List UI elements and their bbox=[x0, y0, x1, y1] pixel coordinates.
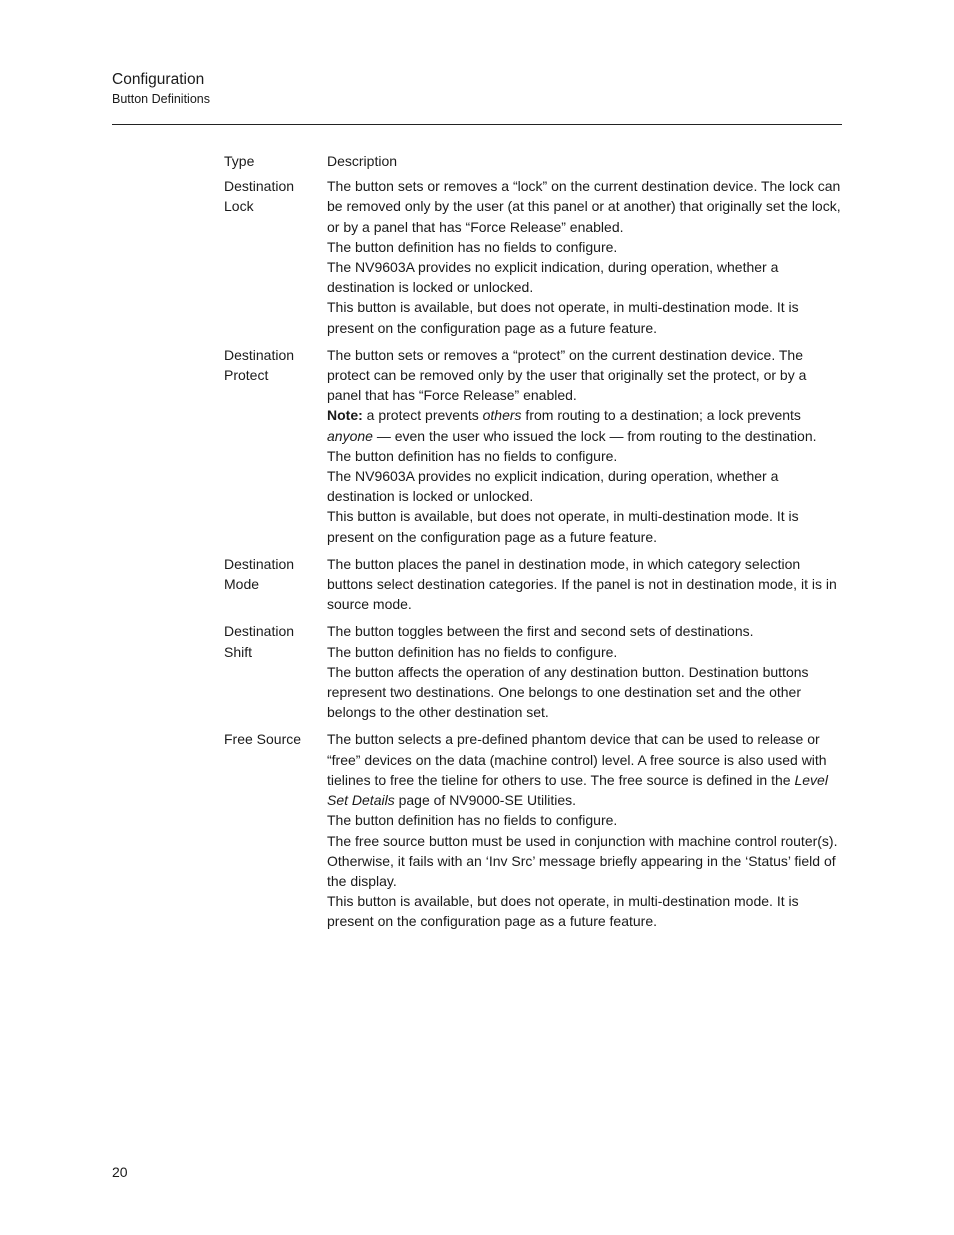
table-row bbox=[224, 345, 842, 547]
description-paragraph: The button affects the operation of any destination button. Destination buttons represent two destinations. One belongs to one destination set and the other belongs to the other destination set. bbox=[327, 663, 809, 721]
description-paragraph: The button sets or removes a “protect” on the current destination device. The protect can be removed only by the user that originally set the protect, or by a panel that has “Force Release” enabled. bbox=[327, 346, 807, 404]
type-cell bbox=[224, 729, 327, 749]
column-header-type: Type bbox=[224, 153, 255, 169]
type-line: Destination bbox=[224, 178, 295, 195]
note-label: Note: bbox=[327, 407, 363, 424]
description-cell bbox=[327, 729, 842, 931]
page-number: 20 bbox=[112, 1164, 128, 1180]
type-cell bbox=[224, 621, 327, 661]
column-header-description: Description bbox=[327, 153, 398, 169]
button-definitions-table bbox=[224, 151, 842, 939]
description-paragraph: This button is available, but does not operate, in multi-destination mode. It is present on the configuration page as a future feature. bbox=[327, 299, 799, 336]
type-cell bbox=[224, 345, 327, 385]
note-text: — even the user who issued the lock — from routing to the destination. bbox=[372, 427, 817, 444]
type-line: Shift bbox=[224, 643, 253, 660]
table-header-row bbox=[224, 151, 842, 171]
type-line: Destination bbox=[224, 623, 295, 640]
section-title: Button Definitions bbox=[112, 92, 210, 106]
note-emphasis: anyone bbox=[327, 427, 373, 444]
type-line: Free Source bbox=[224, 731, 302, 748]
description-paragraph: The button definition has no fields to configure. bbox=[327, 238, 618, 255]
description-paragraph: This button is available, but does not operate, in multi-destination mode. It is present on the configuration page as a future feature. bbox=[327, 508, 799, 545]
description-paragraph: The button definition has no fields to configure. bbox=[327, 643, 618, 660]
note-emphasis: others bbox=[482, 407, 522, 424]
table-row bbox=[224, 176, 842, 338]
description-paragraph: The button definition has no fields to configure. bbox=[327, 812, 618, 829]
description-paragraph: The button toggles between the first and second sets of destinations. bbox=[327, 623, 754, 640]
description-cell bbox=[327, 554, 842, 615]
note-text: a protect prevents bbox=[362, 407, 483, 424]
description-text: The button selects a pre-defined phantom device that can be used to release or “free” devices on the data (machine control) level. A free source is also used with tielines to free the tieline for others to use. The free source is defined in the bbox=[327, 731, 827, 788]
header-rule bbox=[112, 124, 842, 125]
table-row bbox=[224, 621, 842, 722]
description-paragraph: The button definition has no fields to configure. bbox=[327, 447, 618, 464]
description-paragraph: This button is available, but does not operate, in multi-destination mode. It is present on the configuration page as a future feature. bbox=[327, 893, 799, 930]
description-paragraph: The NV9603A provides no explicit indication, during operation, whether a destination is locked or unlocked. bbox=[327, 468, 779, 505]
description-paragraph: The free source button must be used in conjunction with machine control router(s). Otherwise, it fails with an ‘Inv Src’ message briefly appearing in the ‘Status’ field of the display. bbox=[327, 832, 838, 889]
description-cell bbox=[327, 345, 842, 547]
chapter-title: Configuration bbox=[112, 71, 205, 88]
type-cell bbox=[224, 554, 327, 594]
type-line: Destination bbox=[224, 346, 295, 363]
type-cell bbox=[224, 176, 327, 216]
type-line: Destination bbox=[224, 555, 295, 572]
description-paragraph: The button places the panel in destination mode, in which category selection buttons select destination categories. If the panel is not in destination mode, it is in source mode. bbox=[327, 555, 837, 613]
description-paragraph: The button sets or removes a “lock” on the current destination device. The lock can be removed only by the user (at this panel or at another) that originally set the lock, or by a panel that has “Force Release” enabled. bbox=[327, 178, 841, 235]
note-paragraph bbox=[327, 405, 842, 445]
note-text: from routing to a destination; a lock prevents bbox=[521, 407, 801, 424]
description-text: page of NV9000-SE Utilities. bbox=[394, 792, 577, 809]
type-line: Protect bbox=[224, 367, 269, 384]
running-header bbox=[112, 70, 842, 108]
description-emphasis: Level Set Details bbox=[327, 771, 828, 809]
description-paragraph: The NV9603A provides no explicit indication, during operation, whether a destination is locked or unlocked. bbox=[327, 259, 779, 296]
description-paragraph bbox=[327, 729, 842, 810]
description-cell bbox=[327, 176, 842, 338]
description-cell bbox=[327, 621, 842, 722]
type-line: Lock bbox=[224, 198, 254, 215]
table-row bbox=[224, 729, 842, 931]
type-line: Mode bbox=[224, 576, 260, 593]
table-row bbox=[224, 554, 842, 615]
